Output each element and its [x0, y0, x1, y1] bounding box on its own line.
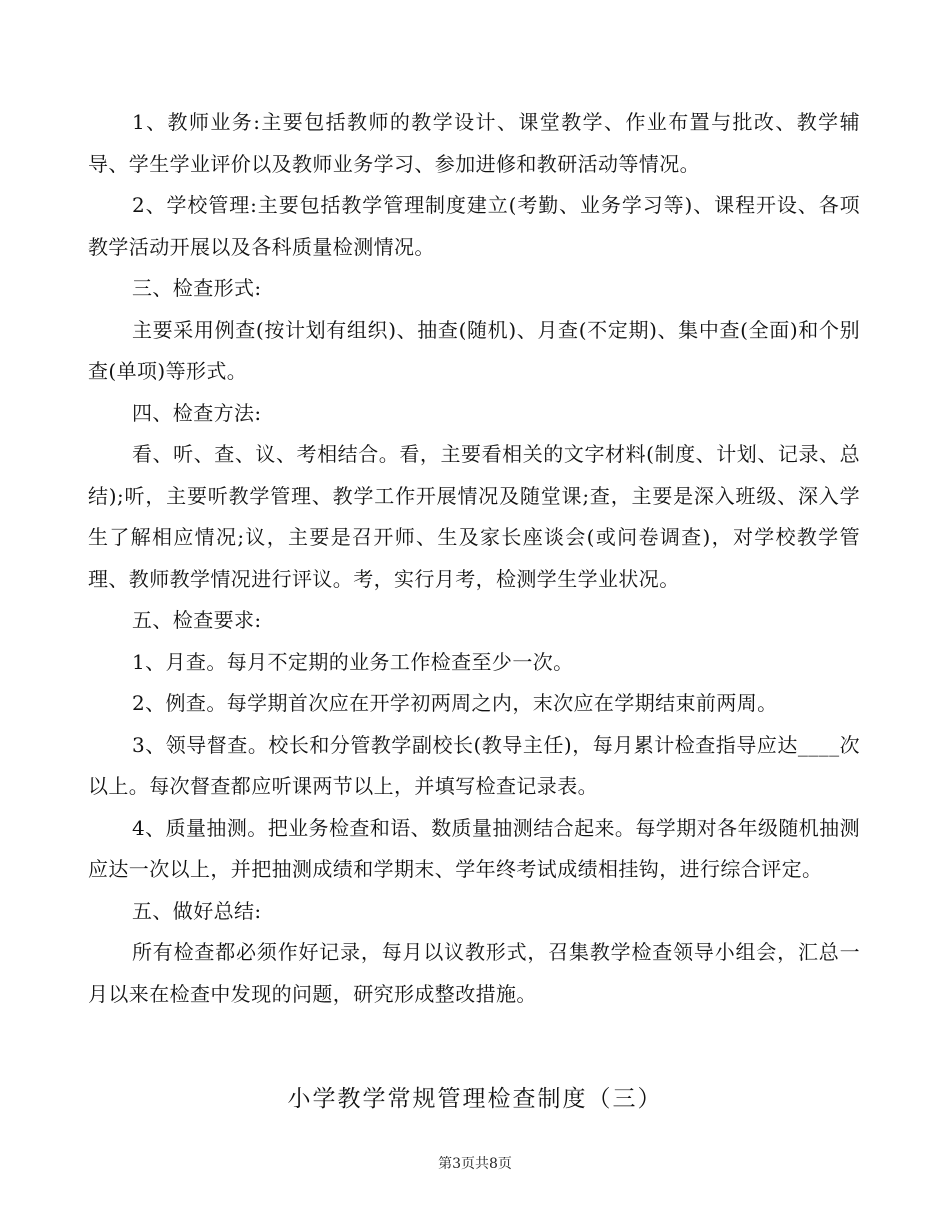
heading-summary: 五、做好总结:: [132, 898, 262, 923]
heading-inspection-form: 三、检查形式:: [132, 276, 262, 300]
document-body: [88, 102, 860, 1015]
section-title: 小学教学常规管理检查制度（三）: [287, 1086, 663, 1112]
paragraph-quality-sampling: 4、质量抽测。把业务检查和语、数质量抽测结合起来。每学期对各年级随机抽测应达一次以上，并把抽测成绩和学期末、学年终考试成绩相挂钩，进行综合评定。: [88, 815, 860, 881]
paragraph-routine-check: 2、例查。每学期首次应在开学初两周之内，末次应在学期结束前两周。: [132, 691, 778, 715]
paragraph-monthly-check: 1、月查。每月不定期的业务工作检查至少一次。: [132, 649, 574, 674]
paragraph-teacher-work: 1、教师业务:主要包括教师的教学设计、课堂教学、作业布置与批改、教学辅导、学生学业评价以及教师业务学习、参加进修和教研活动等情况。: [88, 110, 860, 176]
paragraph-inspection-form: 主要采用例查(按计划有组织)、抽查(随机)、月查(不定期)、集中查(全面)和个别查(单项)等形式。: [88, 317, 860, 383]
heading-inspection-requirements: 五、检查要求:: [132, 608, 262, 632]
paragraph-inspection-method: 看、听、查、议、考相结合。看，主要看相关的文字材料(制度、计划、记录、总结);听，主要听教学管理、教学工作开展情况及随堂课;查，主要是深入班级、深入学生了解相应情况;议，主要是召开师、生及家长座谈会(或问卷调查)，对学校教学管理、教师教学情况进行评议。考，实行月考，检测学生学业状况。: [88, 442, 860, 591]
page-footer: 第3页共8页: [438, 1156, 512, 1172]
heading-inspection-method: 四、检查方法:: [132, 400, 262, 425]
paragraph-leader-supervision: 3、领导督查。校长和分管教学副校长(教导主任)，每月累计检查指导应达____次以上。每次督查都应听课两节以上，并填写检查记录表。: [88, 732, 860, 798]
paragraph-summary: 所有检查都必须作好记录，每月以议教形式，召集教学检查领导小组会，汇总一月以来在检查中发现的问题，研究形成整改措施。: [88, 940, 860, 1006]
paragraph-school-management: 2、学校管理:主要包括教学管理制度建立(考勤、业务学习等)、课程开设、各项教学活动开展以及各科质量检测情况。: [88, 193, 860, 259]
